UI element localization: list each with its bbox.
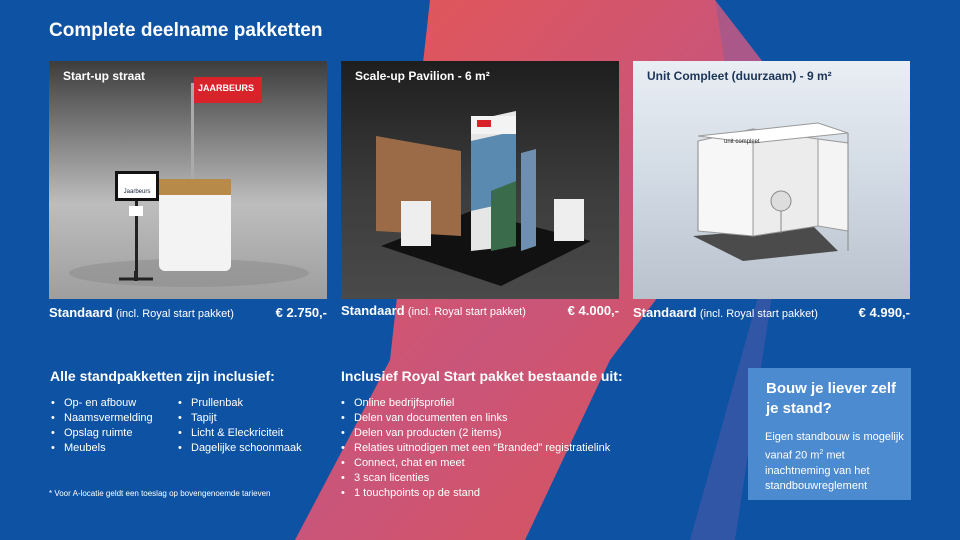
package-name: Standaard (incl. Royal start pakket) <box>633 305 818 320</box>
fascia-label: unit compleet <box>724 139 760 145</box>
list-item: • 1 touchpoints op de stand <box>340 486 610 501</box>
price-row-unit <box>633 305 910 320</box>
package-name: Standaard (incl. Royal start pakket) <box>49 305 234 320</box>
list-item: • Naamsvermelding <box>50 411 153 426</box>
scaleup-booth-image <box>341 61 619 299</box>
list-item: • Delen van documenten en links <box>340 411 610 426</box>
footnote: * Voor A-locatie geldt een toeslag op bovengenoemde tarieven <box>49 489 271 498</box>
price-row-scaleup <box>341 303 619 318</box>
startup-booth-image <box>49 61 327 299</box>
kiosk-label: Jaarbeurs <box>123 189 151 195</box>
list-item: • Op- en afbouw <box>50 396 153 411</box>
list-item: • 3 scan licenties <box>340 471 610 486</box>
list-item: • Tapijt <box>177 411 302 426</box>
package-title: Start-up straat <box>63 69 146 83</box>
package-price: € 4.000,- <box>567 303 619 318</box>
package-title: Unit Compleet (duurzaam) - 9 m² <box>647 69 832 83</box>
royal-list <box>340 396 610 501</box>
inclusive-list-1 <box>50 396 153 456</box>
list-item: • Opslag ruimte <box>50 426 153 441</box>
list-item: • Meubels <box>50 441 153 456</box>
price-row-startup <box>49 305 327 320</box>
package-card-scaleup <box>341 61 619 299</box>
list-item: • Delen van producten (2 items) <box>340 426 610 441</box>
banner-label: JAARBEURS <box>198 83 255 93</box>
package-card-startup <box>49 61 327 299</box>
build-box-title: Bouw je liever zelf je stand? <box>766 380 897 417</box>
list-item: • Connect, chat en meet <box>340 456 610 471</box>
list-item: • Prullenbak <box>177 396 302 411</box>
page-title: Complete deelname pakketten <box>49 20 323 41</box>
package-name: Standaard (incl. Royal start pakket) <box>341 303 526 318</box>
package-price: € 4.990,- <box>858 305 910 320</box>
list-item: • Dagelijke schoonmaak <box>177 441 302 456</box>
build-box-text: Eigen standbouw is mogelijk vanaf 20 $m^2$ met inachtneming van het standbouwreglement <box>765 431 904 492</box>
inclusive-title: Alle standpakketten zijn inclusief: <box>50 368 275 384</box>
package-title: Scale-up Pavilion - 6 m² <box>355 69 490 83</box>
unit-booth-image <box>633 61 910 299</box>
inclusive-list-2 <box>177 396 302 456</box>
build-yourself-box <box>748 368 911 500</box>
list-item: • Online bedrijfsprofiel <box>340 396 610 411</box>
package-price: € 2.750,- <box>275 305 327 320</box>
royal-title: Inclusief Royal Start pakket bestaande uit: <box>341 368 623 384</box>
package-card-unit <box>633 61 910 299</box>
list-item: • Relaties uitnodigen met een “Branded” registratielink <box>340 441 610 456</box>
list-item: • Licht & Eleckriciteit <box>177 426 302 441</box>
